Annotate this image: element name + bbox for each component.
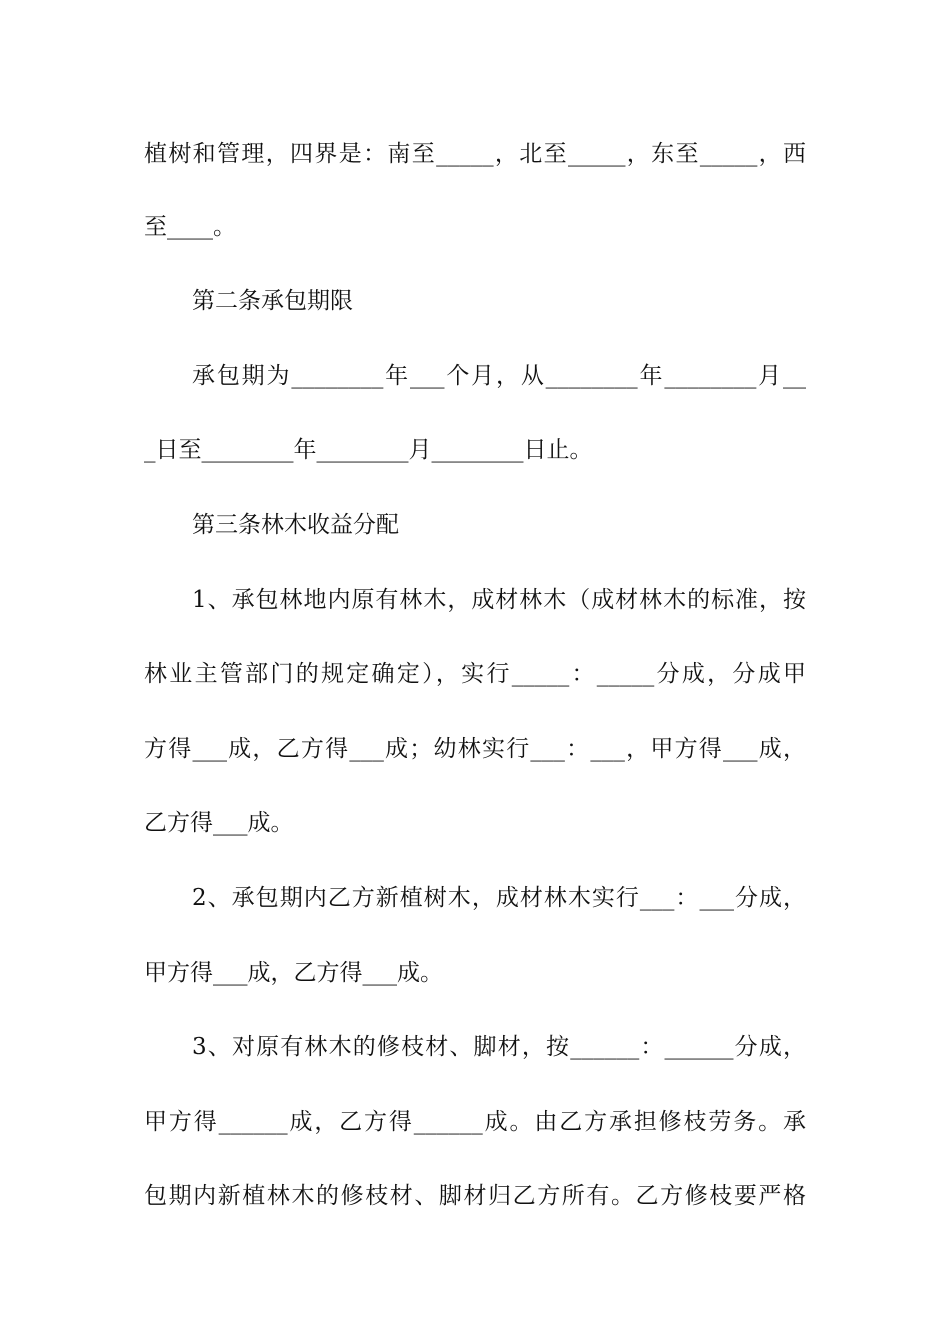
body-text-line: 包期内新植林木的修枝材、脚材归乙方所有。乙方修枝要严格	[144, 1183, 806, 1209]
body-text-line: 承包期为________年___个月，从________年________月__	[192, 363, 806, 389]
article-heading: 第二条承包期限	[192, 288, 353, 314]
body-text-line: 2、承包期内乙方新植树木，成材林木实行___：___分成，	[192, 885, 806, 911]
body-text-line: 至____。	[144, 214, 236, 240]
article-heading: 第三条林木收益分配	[192, 512, 399, 538]
body-text-line: 乙方得___成。	[144, 810, 294, 836]
body-text-line: 1、承包林地内原有林木，成材林木（成材林木的标准，按	[192, 587, 806, 613]
body-text-line: 植树和管理，四界是：南至_____，北至_____，东至_____，西	[144, 141, 806, 167]
body-text-line: 甲方得______成，乙方得______成。由乙方承担修枝劳务。承	[144, 1109, 806, 1135]
body-text-line: 3、对原有林木的修枝材、脚材，按______：______分成，	[192, 1034, 806, 1060]
body-text-line: 林业主管部门的规定确定），实行_____：_____分成，分成甲	[144, 661, 806, 687]
body-text-line: 方得___成，乙方得___成；幼林实行___：___，甲方得___成，	[144, 736, 806, 762]
body-text-line: 甲方得___成，乙方得___成。	[144, 960, 443, 986]
body-text-line: _日至________年________月________日止。	[144, 437, 593, 463]
